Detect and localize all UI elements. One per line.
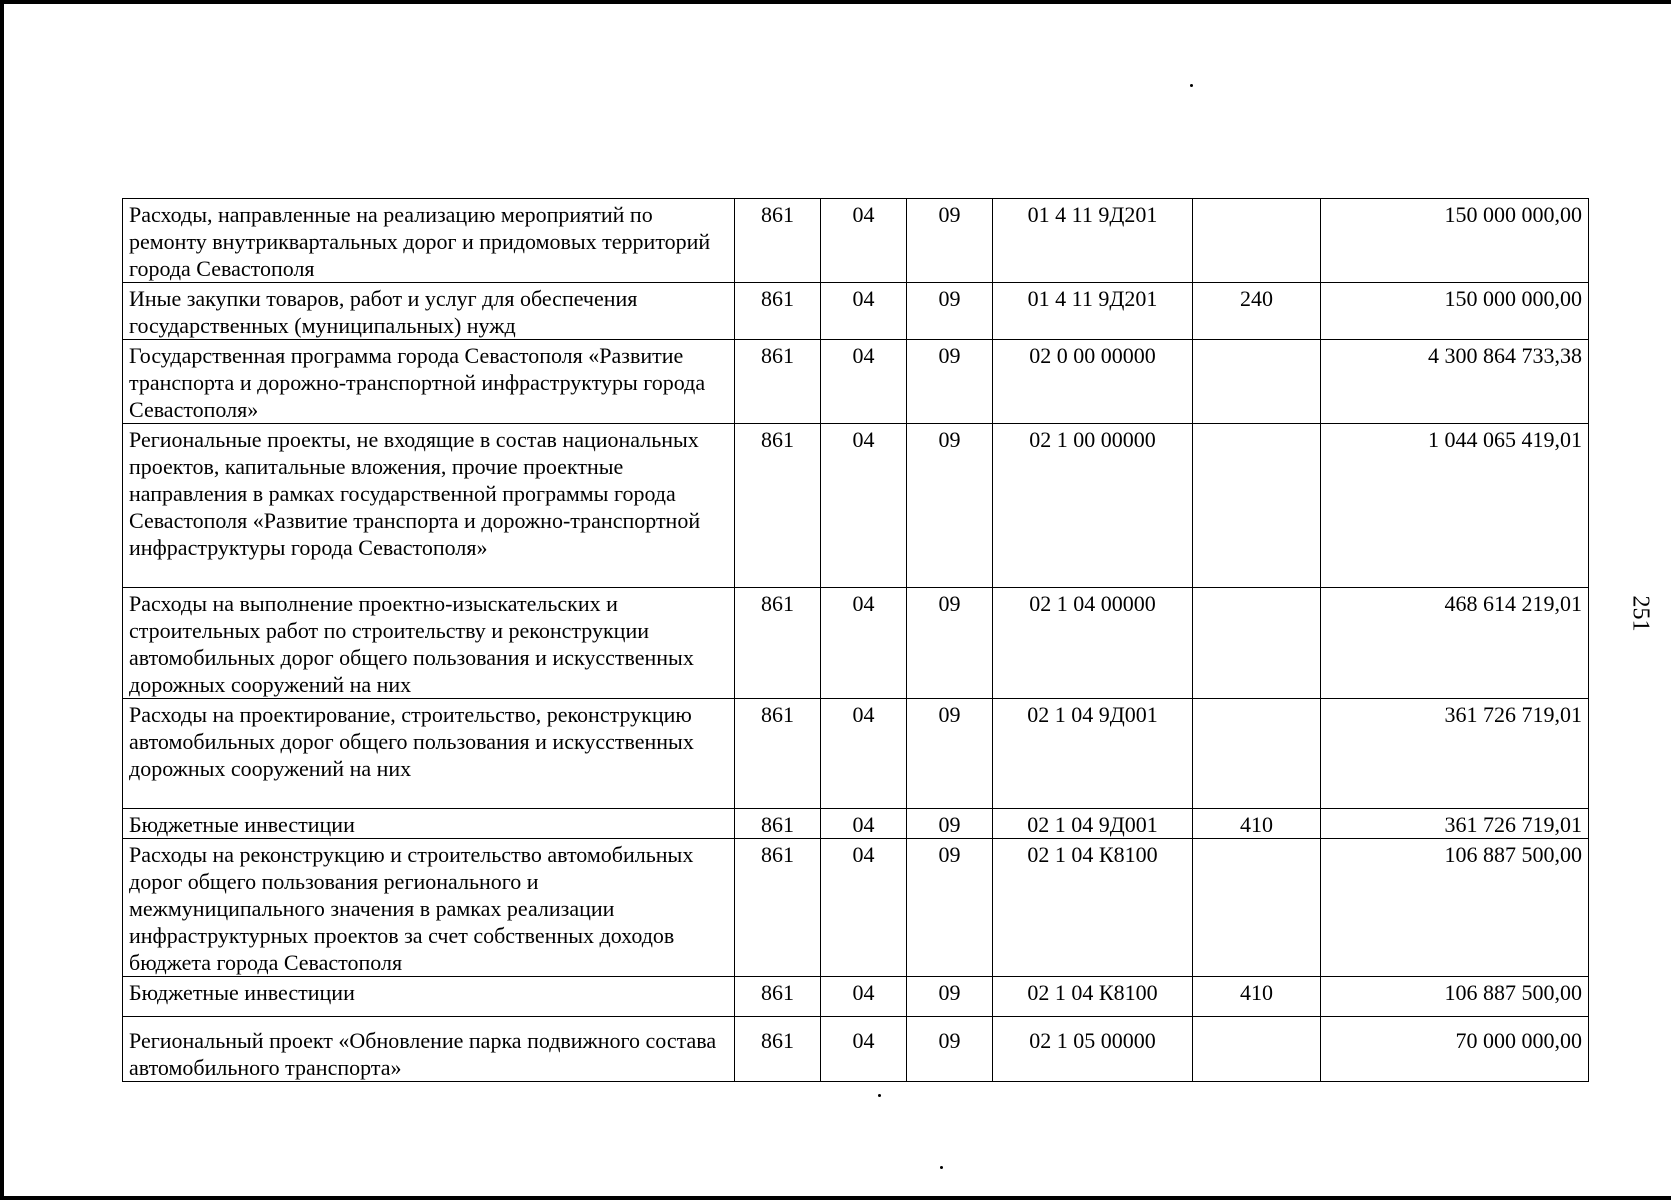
row-gr: 861: [735, 839, 821, 977]
row-vr: 240: [1193, 283, 1321, 340]
row-vr: [1193, 199, 1321, 283]
table-row: [123, 977, 1589, 1017]
row-pr: 09: [907, 283, 993, 340]
table-row: [123, 283, 1589, 340]
scan-border-bottom: [0, 1196, 1671, 1200]
row-csr: 01 4 11 9Д201: [993, 199, 1193, 283]
row-amount: 361 726 719,01: [1321, 809, 1589, 839]
row-rz: 04: [821, 809, 907, 839]
row-vr: [1193, 1017, 1321, 1082]
row-amount: 106 887 500,00: [1321, 839, 1589, 977]
row-amount: 361 726 719,01: [1321, 699, 1589, 809]
scan-speck: [878, 1094, 881, 1097]
row-vr: [1193, 340, 1321, 424]
row-csr: 02 1 04 К8100: [993, 977, 1193, 1017]
row-amount: 70 000 000,00: [1321, 1017, 1589, 1082]
row-pr: 09: [907, 424, 993, 588]
row-amount: 4 300 864 733,38: [1321, 340, 1589, 424]
row-csr: 02 1 04 К8100: [993, 839, 1193, 977]
row-pr: 09: [907, 1017, 993, 1082]
row-vr: 410: [1193, 809, 1321, 839]
row-amount: 150 000 000,00: [1321, 283, 1589, 340]
row-csr: 02 1 04 9Д001: [993, 809, 1193, 839]
row-vr: [1193, 839, 1321, 977]
row-amount: 1 044 065 419,01: [1321, 424, 1589, 588]
row-vr: 410: [1193, 977, 1321, 1017]
row-gr: 861: [735, 340, 821, 424]
row-rz: 04: [821, 977, 907, 1017]
row-csr: 02 1 04 9Д001: [993, 699, 1193, 809]
row-amount: 106 887 500,00: [1321, 977, 1589, 1017]
row-csr: 02 1 05 00000: [993, 1017, 1193, 1082]
row-rz: 04: [821, 340, 907, 424]
row-name: Региональный проект «Обновление парка подвижного состава автомобильного транспорта»: [123, 1017, 735, 1082]
row-amount: 150 000 000,00: [1321, 199, 1589, 283]
row-vr: [1193, 424, 1321, 588]
row-pr: 09: [907, 588, 993, 699]
row-gr: 861: [735, 588, 821, 699]
row-gr: 861: [735, 809, 821, 839]
row-name: Расходы, направленные на реализацию мероприятий по ремонту внутриквартальных дорог и придомовых территорий города Севастополя: [123, 199, 735, 283]
row-name: Расходы на проектирование, строительство, реконструкцию автомобильных дорог общего пользования и искусственных дорожных сооружений на них: [123, 699, 735, 809]
table-row: [123, 809, 1589, 839]
scan-border-left: [0, 0, 4, 1200]
row-csr: 02 1 04 00000: [993, 588, 1193, 699]
row-name: Государственная программа города Севастополя «Развитие транспорта и дорожно-транспортной инфраструктуры города Севастополя»: [123, 340, 735, 424]
row-rz: 04: [821, 283, 907, 340]
page-number: 251: [1627, 595, 1654, 632]
row-csr: 02 1 00 00000: [993, 424, 1193, 588]
scan-border-top: [0, 0, 1671, 4]
row-vr: [1193, 699, 1321, 809]
row-vr: [1193, 588, 1321, 699]
row-gr: 861: [735, 1017, 821, 1082]
table-row: [123, 424, 1589, 588]
row-name: Иные закупки товаров, работ и услуг для обеспечения государственных (муниципальных) нужд: [123, 283, 735, 340]
row-name: Бюджетные инвестиции: [123, 977, 735, 1017]
table-row: [123, 588, 1589, 699]
row-gr: 861: [735, 424, 821, 588]
budget-table: [122, 198, 1589, 1082]
row-pr: 09: [907, 809, 993, 839]
row-rz: 04: [821, 699, 907, 809]
table-row: [123, 839, 1589, 977]
row-rz: 04: [821, 588, 907, 699]
row-gr: 861: [735, 283, 821, 340]
row-amount: 468 614 219,01: [1321, 588, 1589, 699]
row-pr: 09: [907, 977, 993, 1017]
scan-speck: [940, 1166, 943, 1169]
row-name: Расходы на реконструкцию и строительство автомобильных дорог общего пользования регионального и межмуниципального значения в рамках реализации инфраструктурных проектов за счет собственных доходов бюджета города Севастополя: [123, 839, 735, 977]
table-row: [123, 1017, 1589, 1082]
row-gr: 861: [735, 199, 821, 283]
row-pr: 09: [907, 199, 993, 283]
row-csr: 02 0 00 00000: [993, 340, 1193, 424]
table-row: [123, 699, 1589, 809]
table-row: [123, 199, 1589, 283]
row-pr: 09: [907, 839, 993, 977]
row-pr: 09: [907, 699, 993, 809]
row-rz: 04: [821, 424, 907, 588]
row-rz: 04: [821, 1017, 907, 1082]
row-name: Бюджетные инвестиции: [123, 809, 735, 839]
table-row: [123, 340, 1589, 424]
row-rz: 04: [821, 199, 907, 283]
row-name: Расходы на выполнение проектно-изыскательских и строительных работ по строительству и реконструкции автомобильных дорог общего пользования и искусственных дорожных сооружений на них: [123, 588, 735, 699]
row-name: Региональные проекты, не входящие в состав национальных проектов, капитальные вложения, прочие проектные направления в рамках государственной программы города Севастополя «Развитие транспорта и дорожно-транспортной инфраструктуры города Севастополя»: [123, 424, 735, 588]
scan-speck: [1190, 84, 1193, 87]
row-pr: 09: [907, 340, 993, 424]
row-gr: 861: [735, 699, 821, 809]
row-gr: 861: [735, 977, 821, 1017]
row-rz: 04: [821, 839, 907, 977]
row-csr: 01 4 11 9Д201: [993, 283, 1193, 340]
